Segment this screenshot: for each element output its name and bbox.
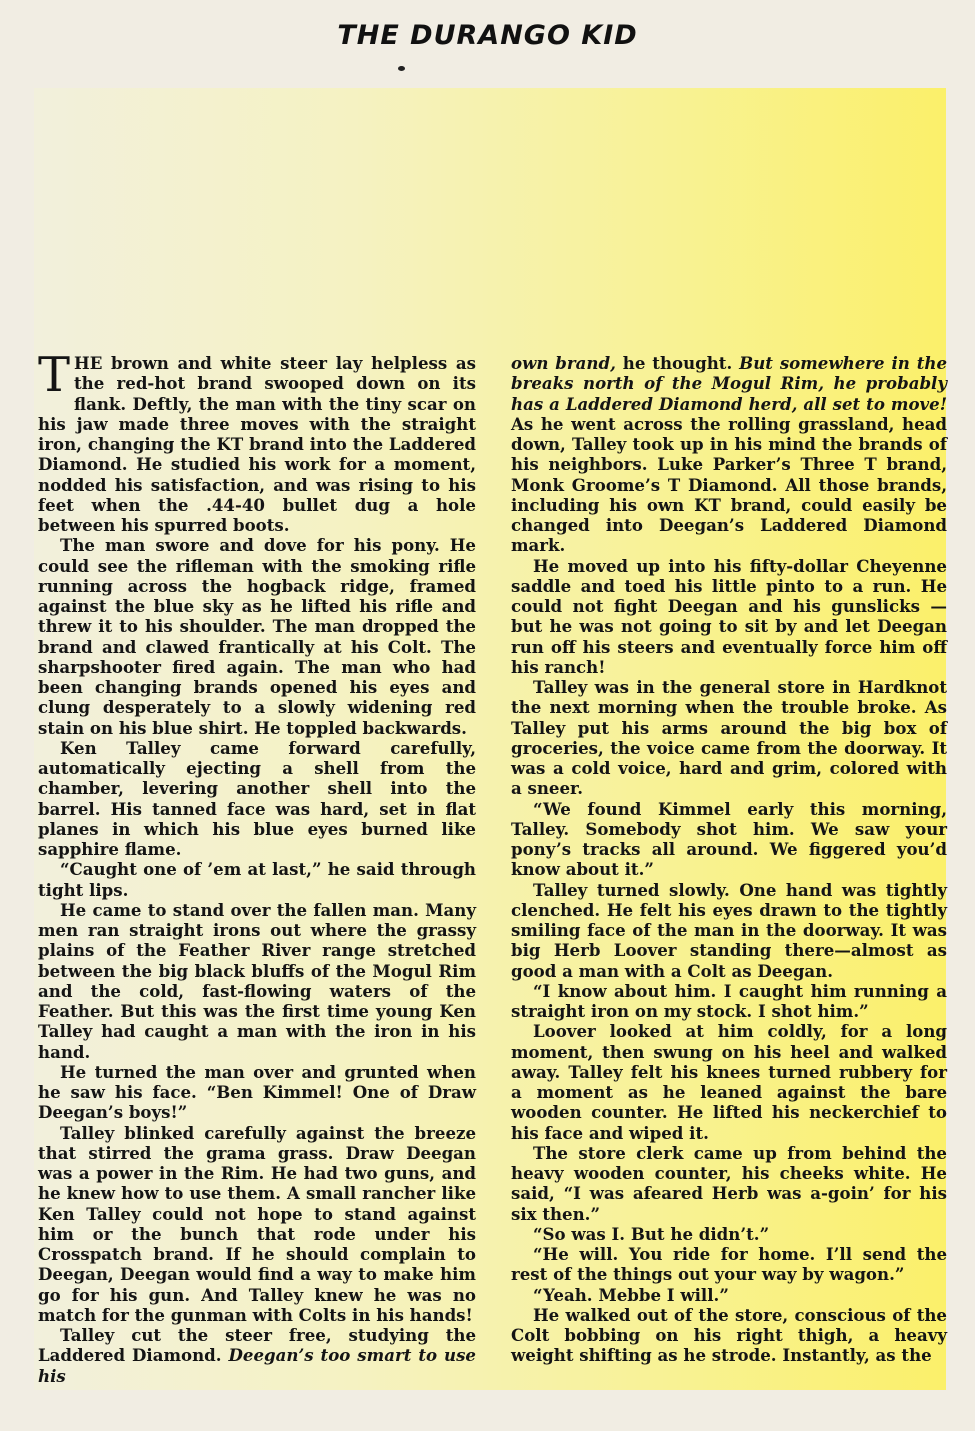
illustration-area (34, 88, 946, 346)
story-paragraph: He moved up into his fifty-dollar Cheyenne saddle and toed his little pinto to a run. He could not fight Deegan and his gunslicks — but he was not going to sit by and let Deegan run off his steers and eventually force him off his ranch! (511, 555, 947, 677)
story-paragraph: He turned the man over and grunted when he saw his face. “Ben Kimmel! One of Draw Deegan’s boys!” (38, 1061, 476, 1123)
story-paragraph: “He will. You ride for home. I’ll send the rest of the things out your way by wagon.” (511, 1244, 947, 1285)
story-paragraph: “Yeah. Mebbe I will.” (533, 1284, 729, 1305)
story-paragraph: He came to stand over the fallen man. Many men ran straight irons out where the grassy plains of the Feather River range stretched between the big black bluffs of the Mogul Rim and the cold, fast-flowing waters of the Feather. But this was the first time young Ken Talley had caught a man with the iron in his hand. (38, 899, 476, 1062)
story-paragraph: Talley cut the steer free, studying the Laddered Diamond. Deegan’s too smart to use his (38, 1325, 476, 1386)
story-paragraph: Ken Talley came forward carefully, automatically ejecting a shell from the chamber, levering another shell into the barrel. His tanned face was hard, set in flat planes in which his blue eyes burned like sapphire flame. (38, 737, 476, 859)
story-paragraph: The store clerk came up from behind the heavy wooden counter, his cheeks white. He said, “I was afeared Herb was a-goin’ for his six then.” (511, 1142, 947, 1224)
story-paragraph: The man swore and dove for his pony. He could see the rifleman with the smoking rifle running across the hogback ridge, framed against the blue sky as he lifted his rifle and threw it to his shoulder. The man dropped the brand and clawed frantically at his Colt. The sharpshooter fired again. The man who had been changing brands opened his eyes and clung desperately to a slowly widening red stain on his blue shirt. He toppled backwards. (38, 535, 476, 738)
story-paragraph: “So was I. But he didn’t.” (533, 1223, 770, 1244)
story-paragraph: Talley blinked carefully against the breeze that stirred the grama grass. Draw Deegan was a power in the Rim. He had two guns, and he knew how to use them. A small rancher like Ken Talley could not hope to stand against him or the bunch that rode under his Crosspatch brand. If he should complain to Deegan, Deegan would find a way to make him go for his gun. And Talley knew he was no match for the gunman with Colts in his hands! (38, 1122, 476, 1325)
story-paragraph: Talley was in the general store in Hardknot the next morning when the trouble broke. As Talley put his arms around the big box of groceries, the voice came from the doorway. It was a cold voice, hard and grim, colored with a sneer. (511, 677, 947, 799)
title-ornament (398, 66, 405, 71)
page-title: THE DURANGO KID (337, 20, 638, 51)
story-paragraph: Talley turned slowly. One hand was tightly clenched. He felt his eyes drawn to the tightly smiling face of the man in the doorway. It was big Herb Loover standing there—almost as good a man with a Colt as Deegan. (511, 879, 947, 981)
story-column-left (38, 347, 476, 1386)
story-paragraph: Loover looked at him coldly, for a long moment, then swung on his heel and walked away. Talley felt his knees turned rubbery for a moment as he leaned against the bare wooden counter. He lifted his neckerchief to his face and wiped it. (511, 1021, 947, 1143)
drop-cap: T (38, 347, 71, 403)
story-paragraph: THE brown and white steer lay helpless as the red-hot brand swooped down on its flank. Deftly, the man with the tiny scar on his jaw made three moves with the straight iron, changing the KT brand into the Laddered Diamond. He studied his work for a moment, nodded his satisfaction, and was rising to his feet when the .44-40 bullet dug a hole between his spurred boots. (38, 347, 476, 535)
story-paragraph: “We found Kimmel early this morning, Talley. Somebody shot him. We saw your pony’s tracks all around. We figgered you’d know about it.” (511, 798, 947, 880)
story-paragraph: He walked out of the store, conscious of the Colt bobbing on his right thigh, a heavy weight shifting as he strode. Instantly, as the (511, 1304, 947, 1366)
story-paragraph: “I know about him. I caught him running a straight iron on my stock. I shot him.” (511, 980, 947, 1021)
story-paragraph: own brand, he thought. But somewhere in the breaks north of the Mogul Rim, he probably has a Laddered Diamond herd, all set to move! As he went across the rolling grassland, head down, Talley took up in his mind the brands of his neighbors. Luke Parker’s Three T brand, Monk Groome’s T Diamond. All those brands, including his own KT brand, could easily be changed into Deegan’s Laddered Diamond mark. (511, 353, 947, 556)
story-paragraph: “Caught one of ’em at last,” he said through tight lips. (38, 859, 476, 900)
story-column-right (511, 353, 947, 1366)
